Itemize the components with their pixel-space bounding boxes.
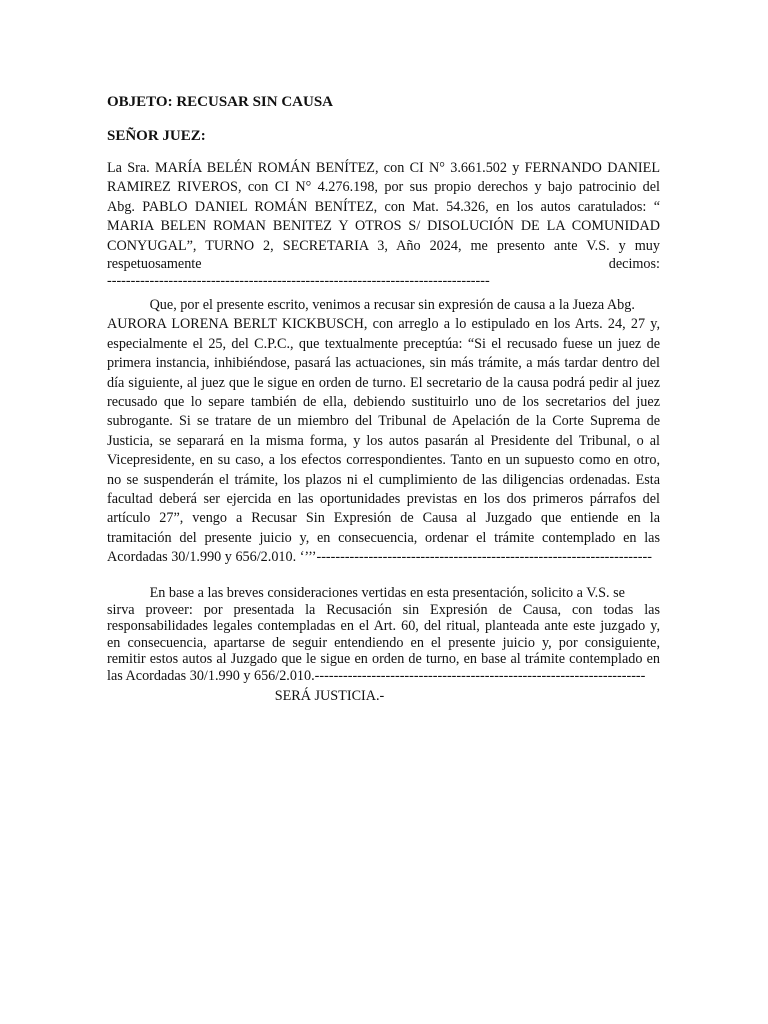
closing-phrase	[107, 687, 660, 706]
paragraph-line: las Acordadas 30/1.990 y 656/2.010.----------------------------------------------------------------------	[107, 667, 646, 684]
paragraph-line: Acordadas 30/1.990 y 656/2.010. ‘’’’-----------------------------------------------------------------------	[107, 549, 652, 566]
paragraph-line: Que, por el presente escrito, venimos a recusar sin expresión de causa a la Jueza Abg.	[107, 297, 635, 313]
salutation-heading: SEÑOR JUEZ:	[107, 128, 206, 144]
paragraph-line: AURORA LORENA BERLT KICKBUSCH, con arreglo a lo estipulado en los Arts. 24, 27 y,	[107, 316, 660, 333]
intro-line: CONYUGAL”, TURNO 2, SECRETARIA 3, Año 2024, me presento ante V.S. y muy	[107, 237, 660, 254]
intro-dash-line: ---------------------------------------------------------------------------------	[107, 272, 490, 289]
paragraph-line: En base a las breves consideraciones vertidas en esta presentación, solicito a V.S. se	[107, 585, 625, 601]
intro-line: MARIA BELEN ROMAN BENITEZ Y OTROS S/ DISOLUCIÓN DE LA COMUNIDAD	[107, 218, 660, 235]
paragraph-line: facultad deberá ser ejercida en las oportunidades previstas en los dos primeros párrafos del	[107, 490, 660, 507]
intro-line: Abg. PABLO DANIEL ROMÁN BENÍTEZ, con Mat. 54.326, en los autos caratulados: “	[107, 198, 660, 215]
intro-line: respetuosamente decimos:	[107, 255, 660, 272]
paragraph-line: en consecuencia, apartarse de seguir entendiendo en el presente juicio y, por consiguiente,	[107, 634, 660, 651]
paragraph-line: remitir estos autos al Juzgado que le sigue en orden de turno, en base al trámite contemplado en	[107, 651, 660, 668]
paragraph-line: responsabilidades legales contempladas en el Art. 60, del ritual, planteada ante este juzgado y,	[107, 618, 660, 635]
document-page	[107, 0, 660, 1024]
paragraph-line: artículo 27”, vengo a Recusar Sin Expresión de Causa al Juzgado que entiende en la	[107, 510, 660, 527]
paragraph-recusacion	[107, 296, 660, 567]
paragraph-line: recusado que lo separe también de ella, debiendo sustituirlo uno de los secretarios del juez	[107, 393, 660, 410]
paragraph-line: Justicia, se separará en la misma forma, y los autos pasarán al Presidente del Tribunal, o al	[107, 432, 660, 449]
paragraph-line: primera instancia, inhibiéndose, pasará las actuaciones, sin más trámite, a más tardar dentro del	[107, 355, 660, 372]
paragraph-line: Vicepresidente, en su caso, a los efectos correspondientes. Tanto en un supuesto como en otro,	[107, 452, 660, 469]
closing-text: SERÁ JUSTICIA.-	[274, 688, 385, 704]
paragraph-line: especialmente el 25, del C.P.C., que textualmente preceptúa: “Si el recusado fuese un juez de	[107, 335, 660, 352]
intro-line: La Sra. MARÍA BELÉN ROMÁN BENÍTEZ, con CI N° 3.661.502 y FERNANDO DANIEL	[107, 160, 660, 176]
paragraph-line: sirva proveer: por presentada la Recusación sin Expresión de Causa, con todas las	[107, 601, 660, 618]
paragraph-line: subrogante. Si se tratare de un miembro del Tribunal de Apelación de la Corte Suprema de	[107, 413, 660, 430]
intro-line: RAMIREZ RIVEROS, con CI N° 4.276.198, por sus propio derechos y bajo patrocinio del	[107, 179, 660, 196]
intro-paragraph	[107, 159, 660, 289]
paragraph-line: tramitación del presente juicio y, en consecuencia, ordenar el trámite contemplado en las	[107, 529, 660, 546]
paragraph-peticion	[107, 585, 660, 685]
paragraph-line: no se suspenderán el trámite, los plazos ni el cumplimiento de las diligencias ordenadas. Esta	[107, 471, 660, 488]
document-objeto-heading: OBJETO: RECUSAR SIN CAUSA	[107, 94, 334, 110]
paragraph-line: día siguiente, al juez que le sigue en orden de turno. El secretario de la causa podrá pedir al juez	[107, 374, 660, 391]
